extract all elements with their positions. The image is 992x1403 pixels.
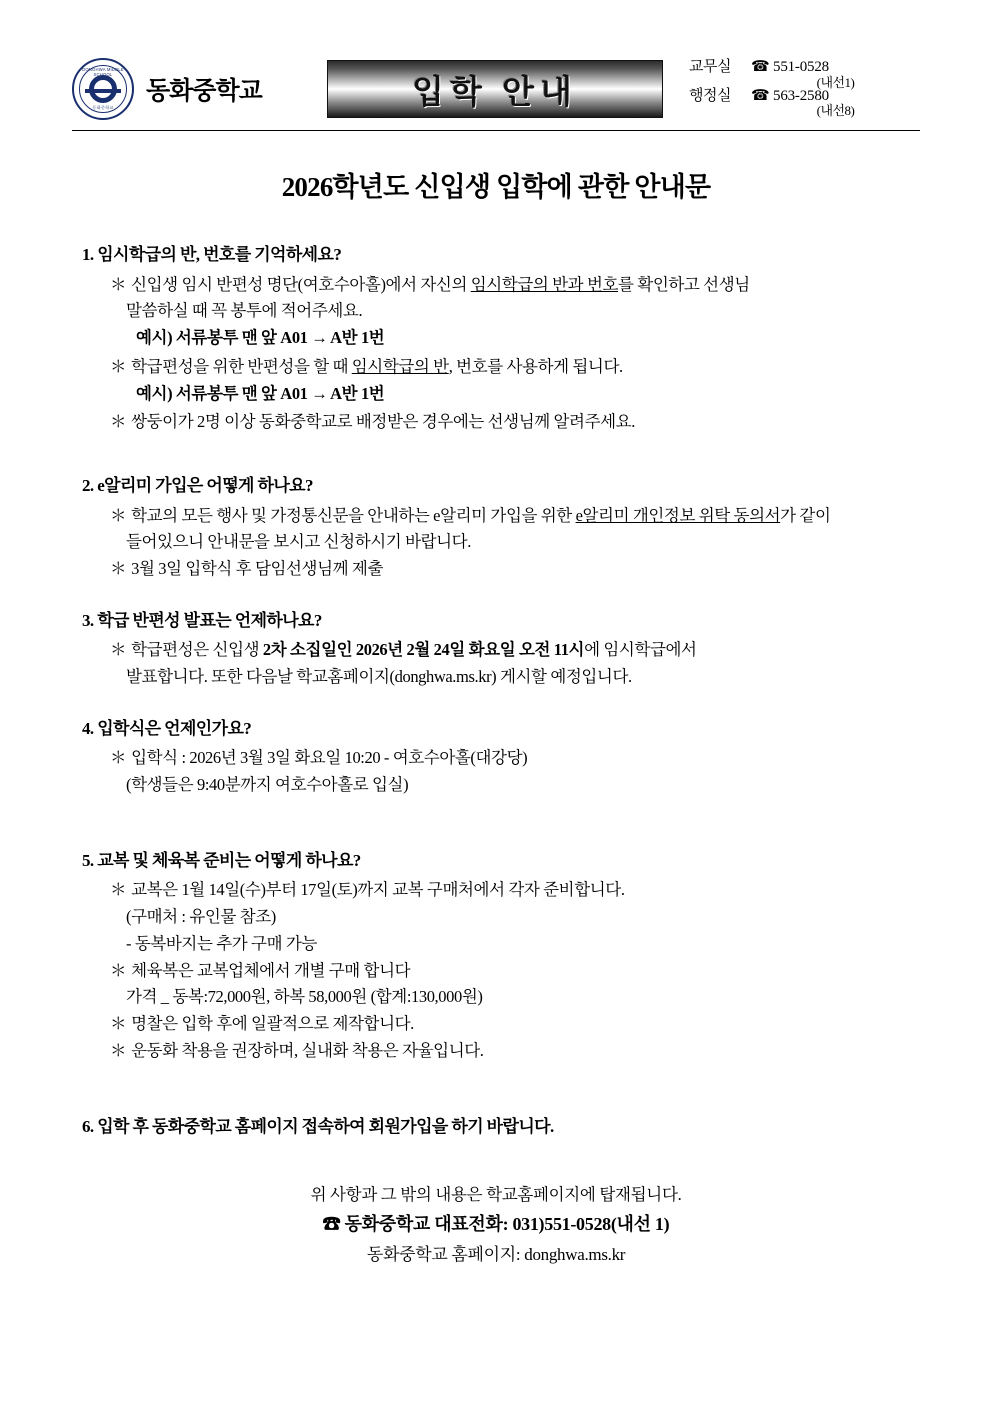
section-1-item-3 (110, 355, 920, 380)
section-1-example-1: 예시) 서류봉투 맨 앞 A01 → A반 1번 (136, 328, 385, 347)
contact-ext-office: (내선1) (816, 74, 855, 90)
section-4-item-1 (110, 746, 920, 771)
contact-block (663, 60, 920, 117)
section-6-number: 6. (82, 1116, 94, 1136)
section-5-item-4 (110, 959, 920, 984)
contact-phone-admin: ☎ 563-2580 (751, 88, 829, 104)
section-4 (72, 716, 920, 798)
crest-bar (85, 89, 121, 93)
contact-phone-office: ☎ 551-0528 (751, 59, 829, 76)
school-identity (72, 58, 327, 120)
section-3-item-1-pre: 학급편성은 신입생 (131, 640, 263, 660)
section-1-heading: 임시학급의 반, 번호를 기억하세요? (97, 245, 342, 264)
spacer (72, 588, 920, 608)
section-4-number: 4. (82, 718, 94, 738)
page-title: 2026학년도 신입생 입학에 관한 안내문 (281, 172, 711, 202)
document-body (72, 242, 920, 1139)
section-4-heading: 입학식은 언제인가요? (97, 718, 252, 738)
section-2-item-2: 들어있으니 안내문을 보시고 신청하시기 바랍니다. (126, 532, 471, 552)
document-footer (72, 1181, 920, 1270)
star-icon: ＊ (110, 1014, 127, 1033)
contact-label-office: 교무실 (689, 59, 731, 76)
footer-phone: ☎ 동화중학교 대표전화: 031)551-0528(내선 1) (322, 1214, 670, 1235)
section-2-item-3 (110, 557, 920, 582)
section-5 (72, 848, 920, 1064)
section-5-item-1-text: 교복은 1월 14일(수)부터 17일(토)까지 교복 구매처에서 각자 준비합니다. (131, 880, 625, 900)
spacer (72, 696, 920, 716)
star-icon: ＊ (110, 356, 127, 376)
section-5-item-5: 가격 _ 동복:72,000원, 하복 58,000원 (합계:130,000원) (126, 987, 483, 1007)
star-icon: ＊ (110, 559, 127, 578)
section-2-item-3-text: 3월 3일 입학식 후 담임선생님께 제출 (131, 559, 383, 578)
spacer (72, 804, 920, 848)
section-3 (72, 608, 920, 690)
section-5-number: 5. (82, 850, 94, 870)
section-5-item-6-text: 명찰은 입학 후에 일괄적으로 제작합니다. (131, 1014, 414, 1033)
section-1-item-3-post: , 번호를 사용하게 됩니다. (448, 356, 623, 376)
section-1-item-1-pre: 신입생 임시 반편성 명단(여호수아홀)에서 자신의 (131, 274, 471, 294)
section-1-item-4-text: 쌍둥이가 2명 이상 동화중학교로 배정받은 경우에는 선생님께 알려주세요. (131, 412, 635, 432)
section-1-item-1 (110, 273, 920, 298)
school-crest-icon (72, 58, 134, 120)
star-icon: ＊ (110, 640, 127, 660)
section-1-item-2: 말씀하실 때 꼭 봉투에 적어주세요. (126, 301, 363, 321)
section-5-item-7 (110, 1039, 920, 1064)
section-6-heading: 입학 후 동화중학교 홈페이지 접속하여 회원가입을 하기 바랍니다. (97, 1116, 554, 1136)
spacer (72, 1070, 920, 1114)
section-2-item-1 (110, 504, 920, 529)
section-2-number: 2. (82, 476, 94, 495)
star-icon: ＊ (110, 880, 127, 900)
section-3-item-2: 발표합니다. 또한 다음날 학교홈페이지(donghwa.ms.kr) 게시할 예정입니다. (126, 667, 632, 686)
section-1-title (82, 242, 920, 268)
section-3-title (82, 608, 920, 634)
contact-ext-admin: (내선8) (816, 103, 855, 119)
section-4-item-1-text: 입학식 : 2026년 3월 3일 화요일 10:20 - 여호수아홀(대강당) (131, 748, 528, 768)
section-5-heading: 교복 및 체육복 준비는 어떻게 하나요? (97, 850, 361, 870)
contact-row-admin (689, 89, 920, 104)
section-1-number: 1. (82, 245, 94, 264)
star-icon: ＊ (110, 748, 127, 768)
section-5-item-2: (구매처 : 유인물 참조) (126, 907, 276, 926)
section-2-item-1-pre: 학교의 모든 행사 및 가정통신문을 안내하는 e알리미 가입을 위한 (131, 505, 576, 525)
section-1-item-1-underline: 임시학급의 반과 번호 (470, 274, 619, 294)
section-2-heading: e알리미 가입은 어떻게 하나요? (97, 476, 313, 495)
section-3-heading: 학급 반편성 발표는 언제하나요? (97, 610, 322, 630)
section-5-item-3: - 동복바지는 추가 구매 가능 (126, 933, 317, 953)
section-4-title (82, 716, 920, 742)
spacer (72, 441, 920, 473)
section-2 (72, 473, 920, 582)
star-icon: ＊ (110, 1040, 127, 1060)
section-2-title (82, 473, 920, 499)
crest-top-text: DONGHWA MIDDLE SCHOOL (82, 67, 124, 77)
section-4-item-2: (학생들은 9:40분까지 여호수아홀로 입실) (126, 775, 409, 794)
banner-title-text: 입학 안내 (412, 74, 578, 111)
section-5-item-1 (110, 878, 920, 903)
section-1-item-1-post: 를 확인하고 선생님 (618, 274, 750, 294)
section-5-title (82, 848, 920, 874)
star-icon: ＊ (110, 412, 127, 432)
section-2-item-1-underline: e알리미 개인정보 위탁 동의서 (575, 505, 781, 525)
section-1-item-3-underline: 임시학급의 반 (351, 356, 449, 376)
section-5-item-4-text: 체육복은 교복업체에서 개별 구매 합니다 (131, 960, 411, 980)
section-1-example-2: 예시) 서류봉투 맨 앞 A01 → A반 1번 (136, 383, 385, 403)
contact-row-office (689, 60, 920, 75)
section-5-item-7-text: 운동화 착용을 권장하며, 실내화 착용은 자율입니다. (131, 1040, 484, 1060)
section-3-item-1 (110, 638, 920, 663)
section-6 (72, 1114, 920, 1140)
section-2-item-1-post: 가 같이 (780, 505, 831, 525)
star-icon: ＊ (110, 274, 127, 294)
crest-bottom-text: 동화중학교 (92, 105, 114, 110)
section-6-title (82, 1114, 920, 1140)
section-1-item-4 (110, 410, 920, 435)
section-1 (72, 242, 920, 435)
contact-label-admin: 행정실 (689, 88, 731, 104)
banner-title (327, 60, 663, 118)
school-name: 동화중학교 (146, 78, 262, 105)
footer-homepage: 동화중학교 홈페이지: donghwa.ms.kr (366, 1245, 626, 1265)
document-header (72, 0, 920, 120)
section-3-item-1-bold: 2차 소집일인 2026년 2월 24일 화요일 오전 11시 (262, 640, 585, 660)
footer-note: 위 사항과 그 밖의 내용은 학교홈페이지에 탑재됩니다. (310, 1185, 682, 1204)
section-5-item-6 (110, 1012, 920, 1037)
star-icon: ＊ (110, 960, 127, 980)
star-icon: ＊ (110, 505, 127, 525)
section-1-item-3-pre: 학급편성을 위한 반편성을 할 때 (131, 356, 352, 376)
header-divider (72, 130, 920, 131)
section-3-item-1-post: 에 임시학급에서 (584, 640, 697, 660)
section-3-number: 3. (82, 610, 94, 630)
